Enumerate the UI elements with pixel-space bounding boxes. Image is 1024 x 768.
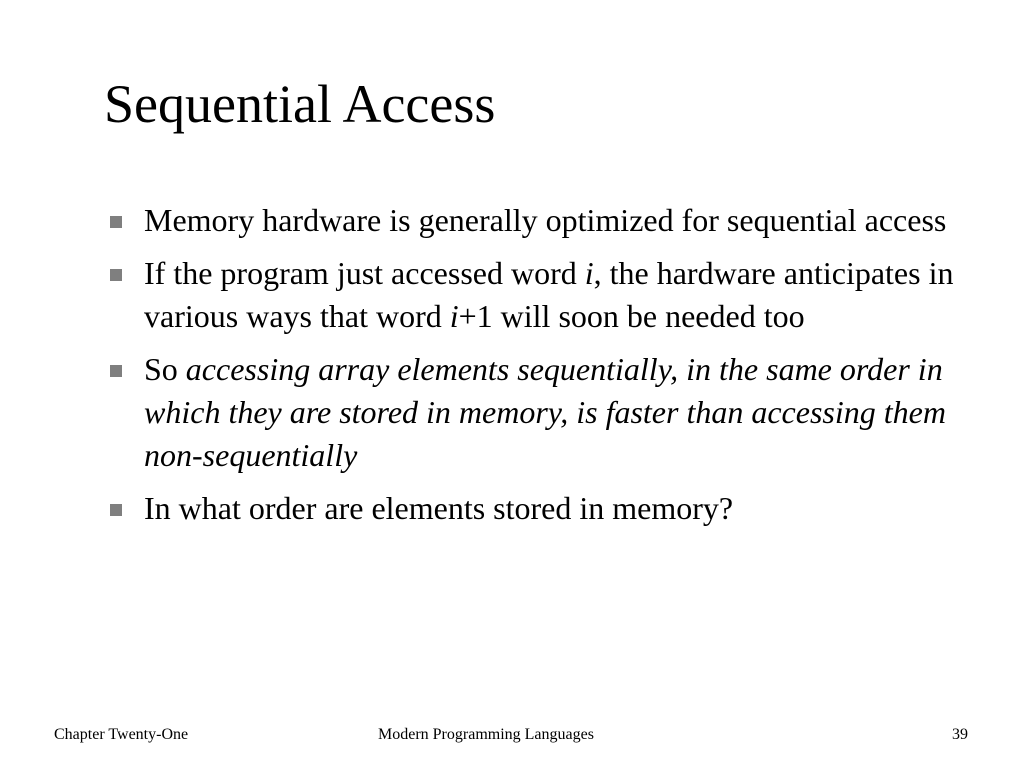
- bullet-text-run: accessing array elements sequentially, in the same order in which they are stored in memory, is faster than accessing them non-sequentially: [144, 351, 946, 473]
- bullet-item-4: [104, 487, 974, 530]
- bullet-text-run: If the program just accessed word: [144, 255, 585, 291]
- bullet-text-2: [144, 255, 953, 334]
- bullet-text-run: So: [144, 351, 186, 387]
- bullet-text-1: [144, 202, 946, 238]
- footer-page-number: 39: [952, 726, 968, 743]
- footer-book-title: Modern Programming Languages: [378, 726, 594, 743]
- bullet-text-run: Memory hardware is generally optimized for sequential access: [144, 202, 947, 238]
- bullet-text-4: [144, 490, 733, 526]
- bullet-item-2: [104, 252, 974, 338]
- bullet-text-run: i: [449, 298, 459, 334]
- bullet-list: [104, 199, 974, 530]
- bullet-text-run: , the hardware anticipates in various ways that word: [144, 255, 954, 334]
- square-bullet-icon: [110, 269, 122, 281]
- bullet-text-3: [144, 351, 946, 473]
- bullet-item-3: [104, 348, 974, 477]
- footer-chapter: Chapter Twenty-One: [54, 726, 189, 743]
- square-bullet-icon: [110, 216, 122, 228]
- square-bullet-icon: [110, 504, 122, 516]
- slide-title: Sequential Access: [104, 74, 496, 134]
- bullet-item-1: [104, 199, 974, 242]
- bullet-text-run: i: [584, 255, 594, 291]
- bullet-text-run: In what order are elements stored in memory?: [144, 490, 734, 526]
- bullet-text-run: +1 will soon be needed too: [458, 298, 805, 334]
- square-bullet-icon: [110, 365, 122, 377]
